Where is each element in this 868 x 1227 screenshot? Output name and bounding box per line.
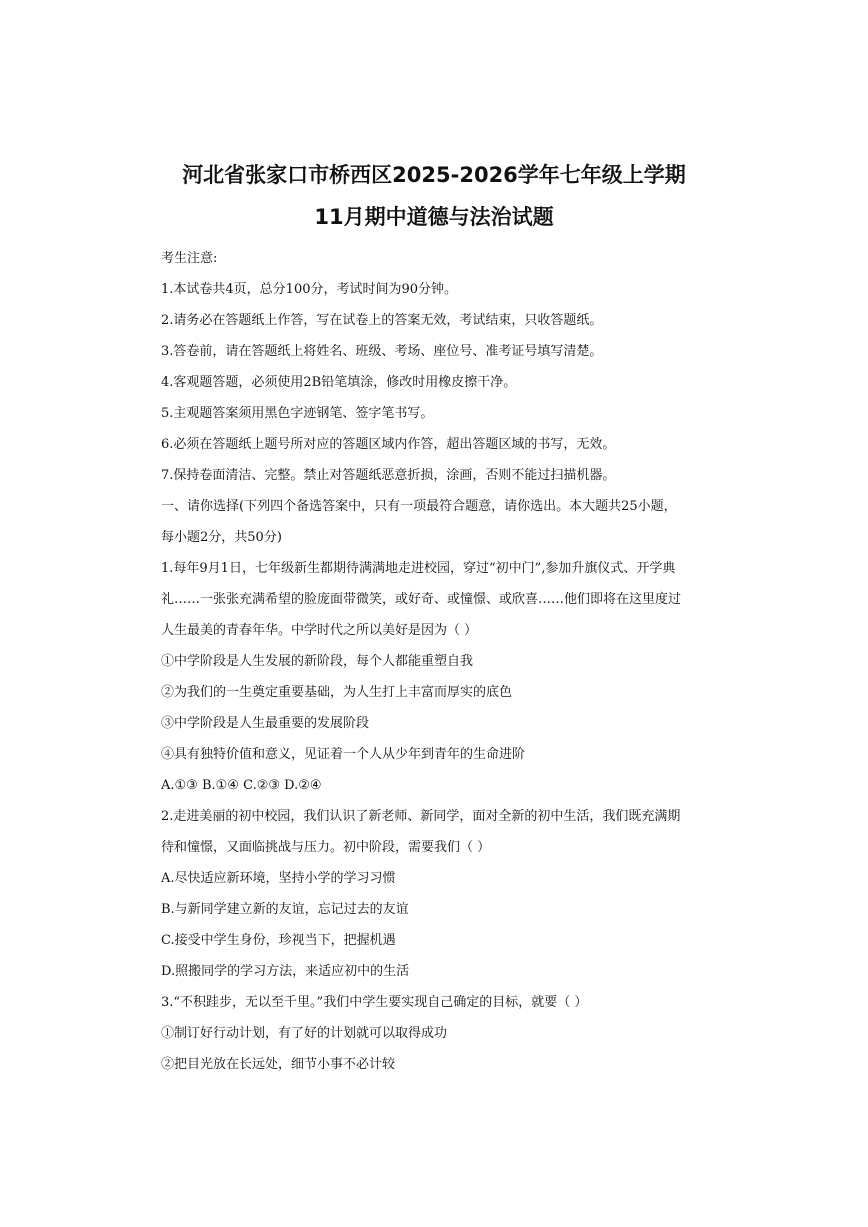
section-heading: 一、请你选择(下列四个备选答案中，只有一项最符合题意，请你选出。本大题共25小题， (161, 499, 677, 514)
question-option: ③中学阶段是人生最重要的发展阶段 (161, 716, 370, 731)
question-text: 2.走进美丽的初中校园，我们认识了新老师、新同学，面对全新的初中生活，我们既充满期 (161, 809, 681, 824)
question-option: ①制订好行动计划，有了好的计划就可以取得成功 (161, 1026, 448, 1041)
question-text: 礼……一张张充满希望的脸庞面带微笑，或好奇、或憧憬、或欣喜……他们即将在这里度过 (161, 592, 682, 607)
question-text: 待和憧憬，又面临挑战与压力。初中阶段，需要我们（ ） (161, 840, 491, 855)
question-option: ②把目光放在长远处，细节小事不必计较 (161, 1057, 396, 1072)
answer-choice: D.照搬同学的学习方法，来适应初中的生活 (161, 964, 410, 979)
notice-item: 2.请务必在答题纸上作答，写在试卷上的答案无效，考试结束，只收答题纸。 (161, 313, 603, 328)
section-heading: 每小题2分，共50分) (161, 530, 282, 545)
question-option: ②为我们的一生奠定重要基础，为人生打上丰富而厚实的底色 (161, 685, 513, 700)
exam-title-line1: 河北省张家口市桥西区2025-2026学年七年级上学期 (182, 163, 686, 187)
answer-choice: A.尽快适应新环境，坚持小学的学习习惯 (161, 871, 396, 886)
answer-choice: B.与新同学建立新的友谊，忘记过去的友谊 (161, 902, 409, 917)
notice-heading: 考生注意: (161, 251, 218, 266)
notice-item: 7.保持卷面清洁、完整。禁止对答题纸恶意折损，涂画，否则不能过扫描机器。 (161, 468, 616, 483)
exam-body (161, 243, 721, 1080)
question-text: 人生最美的青春年华。中学时代之所以美好是因为（ ） (161, 623, 478, 638)
exam-title-line2: 11月期中道德与法治试题 (314, 205, 554, 229)
notice-item: 6.必须在答题纸上题号所对应的答题区域内作答，超出答题区域的书写，无效。 (161, 437, 616, 452)
notice-item: 5.主观题答案须用黑色字迹钢笔、签字笔书写。 (161, 406, 434, 421)
answer-choices: A.①③ B.①④ C.②③ D.②④ (161, 778, 322, 793)
notice-item: 1.本试卷共4页，总分100分，考试时间为90分钟。 (161, 282, 458, 297)
question-option: ④具有独特价值和意义，见证着一个人从少年到青年的生命进阶 (161, 747, 526, 762)
notice-item: 4.客观题答题，必须使用2B铅笔填涂，修改时用橡皮擦干净。 (161, 375, 517, 390)
answer-choice: C.接受中学生身份，珍视当下，把握机遇 (161, 933, 396, 948)
question-text: 3.“不积跬步，无以至千里。”我们中学生要实现自己确定的目标，就要（ ） (161, 995, 588, 1010)
notice-item: 3.答卷前，请在答题纸上将姓名、班级、考场、座位号、准考证号填写清楚。 (161, 344, 603, 359)
question-option: ①中学阶段是人生发展的新阶段，每个人都能重塑自我 (161, 654, 474, 669)
question-text: 1.每年9月1日，七年级新生都期待满满地走进校园，穿过“初中门”,参加升旗仪式、开学典 (161, 561, 676, 576)
